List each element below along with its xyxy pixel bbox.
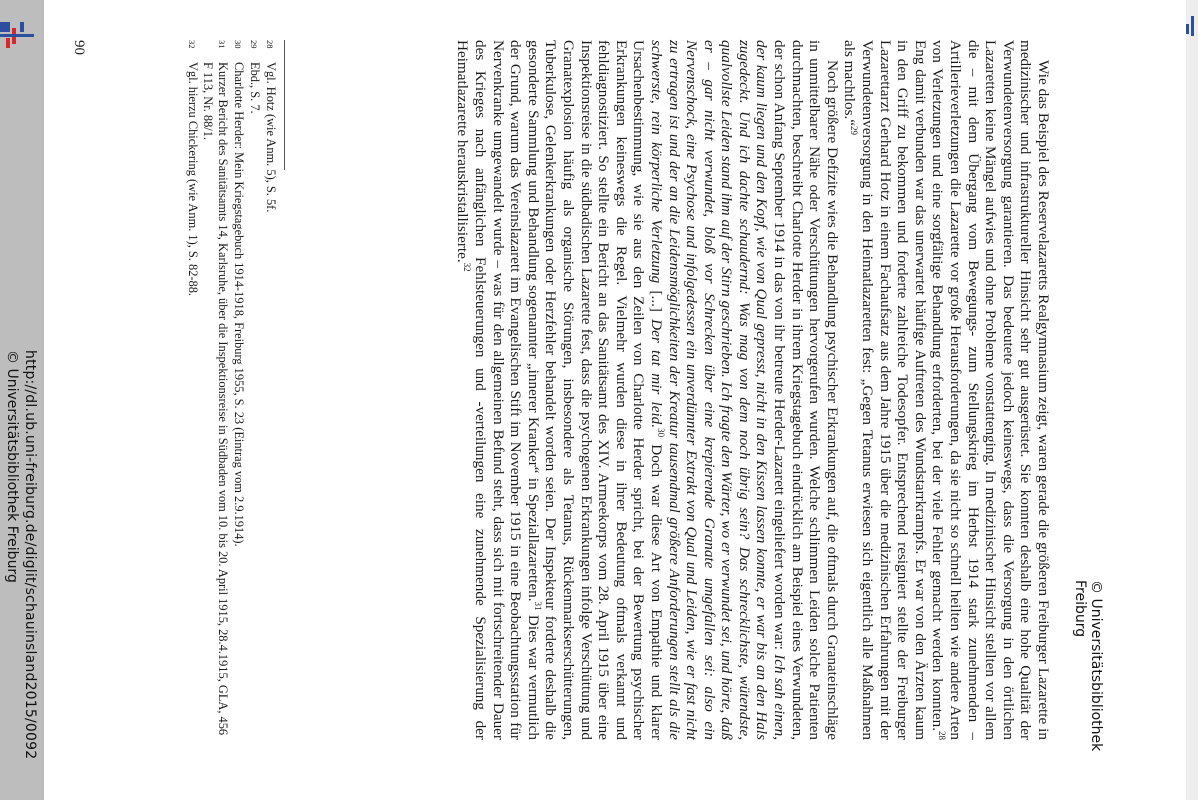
source-url[interactable]: http://dl.ub.uni-freiburg.de/diglit/schauinsland2015/0092 bbox=[22, 350, 38, 760]
paragraph-text: [...] bbox=[647, 283, 665, 320]
copyright-top: © Universitätsbibliothek Freiburg bbox=[1072, 580, 1104, 752]
quote-text: Ich sah einen, der kaum liegen und den Kopf, wie von Qual gepresst, nicht in den Kissen lassen konnte, er war bis an den Hals zugedeckt. Und ich dachte schaudernd: Was mag von dem noch übrig sein? Das schrecklichste, wütendste, qualvollste Leiden stand ihm auf der Stirn geschrieben. Ich fragte den Wärter, wo er verwundet sei, und hörte, daß er – gar nicht verwundet, bloß vor Schrecken über eine krepierende Granate umgefallen sei: also ein Nervenschock, eine Psychose und infolgedessen ein unverdünnter Extrakt von Qual und Leiden, wie er fast nicht zu ertragen ist und der an die Leidensmöglichkeiten der Kreatur tausendmal größere Anforderungen stellt als die schwerste, rein körperliche Verletzung bbox=[647, 40, 789, 740]
scanned-page bbox=[4, 0, 1104, 760]
footnote-ref: 29 bbox=[849, 126, 860, 136]
footnote-text: Vgl. Hotz (wie Anm. 5), S. 5f. bbox=[264, 62, 278, 213]
footnote-number: 29 bbox=[249, 40, 259, 49]
footnote bbox=[262, 40, 278, 740]
paragraph-text: Dies war vermutlich der Grund, warum das Vereinslazarett im Evangelischen Stift im November 1915 in eine Beobachtungsstation für Nervenkranke umgewandelt wurde – was für den allgemeinen Befund steht, dass sich mit fortschreitender Dauer des Krieges nach anfänglichen Fehlsteuerungen und -verteilungen eine zunehmende Spezialisierung der Heimatlazarette herauskristallisierte. bbox=[454, 40, 542, 740]
footnote-ref: 28 bbox=[937, 731, 948, 740]
footnote-ref: 31 bbox=[532, 601, 543, 611]
copyright-bottom: © Universitätsbibliothek Freiburg bbox=[4, 350, 20, 583]
footnote-ref: 32 bbox=[462, 262, 473, 272]
footnote-ref: 30 bbox=[655, 428, 666, 438]
footnote bbox=[200, 40, 230, 740]
footnote bbox=[246, 40, 262, 740]
paragraph-text: Wie das Beispiel des Reservelazaretts Realgymnasium zeigt, waren gerade die größeren Freiburger Lazarette in medizinischer und infrastruktureller Hinsicht sehr gut ausgerüstet. Sie konnten deshalb eine hohe Qualität der Verwundetenversorgung garantieren. Das bedeutete jedoch keineswegs, dass die Versorgung in den örtlichen Lazaretten keine Mängel aufwies und ohne Probleme vonstattenging. In medizinischer Hinsicht stellten vor allem die – mit dem Übergang vom Bewegungs- zum Stellungskrieg im Herbst 1914 stark zunehmenden – Artillerieverletzungen die Lazarette vor große Herausforderungen, da sie nicht so schnell heilten wie andere Arten von Verletzungen und eine sorgfältige Behandlung erforderten, bei der viele Fehler gemacht werden konnten. bbox=[929, 40, 1052, 740]
paragraph bbox=[841, 40, 1052, 740]
library-mark-icon bbox=[1186, 16, 1194, 36]
quote-text: Der tat mir leid. bbox=[647, 319, 665, 429]
footnote-number: 32 bbox=[187, 40, 197, 49]
paragraph-text: Eng damit verbunden war das unerwartet häufige Auftreten des Wundstarrkrampfs. Er war von den Ärzten kaum in den Griff zu bekommen und forderte zahlreiche Todesopfer. Entsprechend resigniert stellte der Freiburger Lazarettarzt Gerhard Hotz in einem Fachaufsatz aus dem Jahre 1915 über die medizinischen Erfahrungen mit der Verwundetenversorgung in den Heimatlazaretten fest: „Gegen Tetanus erwiesen sich eigentlich alle Maßnahmen als machtlos.“ bbox=[841, 40, 929, 740]
footnote-number: 31 bbox=[217, 40, 227, 49]
body-text bbox=[454, 40, 1052, 740]
footnote-number: 28 bbox=[265, 40, 275, 49]
footnote bbox=[184, 40, 200, 740]
footnote-number: 30 bbox=[233, 40, 243, 49]
page-number: 90 bbox=[71, 40, 87, 55]
footnote-text: Kurzer Bericht des Sanitätsamts 14, Karlsruhe, über die Inspektionsreise in Südbaden vom 10. bis 20. April 1915, 28.4.1915, GLA, 456 F 113, Nr. 88/1. bbox=[201, 62, 230, 736]
footnote bbox=[230, 40, 246, 740]
footnote-text: Vgl. hierzu Chickering (wie Anm. 1), S. 82-88. bbox=[186, 62, 200, 297]
footnotes bbox=[184, 40, 278, 740]
paragraph-text: Noch größere Defizite wies die Behandlung psychischer Erkrankungen auf, die oftmals durch Granateinschläge in unmittelbarer Nähe oder Verschüttungen hervorgerufen wurden. Welche schlimmen Leiden solche Patienten durchmachten, beschreibt Charlotte Herder in ihrem Kriegstagebuch eindrücklich am Beispiel eines Verwundeten, der schon Anfang September 1914 in das von ihr betreute Herder-Lazarett eingeliefert worden war: bbox=[771, 40, 841, 740]
paragraph bbox=[454, 40, 841, 740]
paragraph-text: Doch war diese Art von Empathie und klarer Ursachenbestimmung, wie sie aus den Zeilen von Charlotte Herder spricht, bei der Bewertung psychischer Erkrankungen keineswegs die Regel. Vielmehr wurden diese in ihrer Bedeutung oftmals verkannt und fehldiagnostiziert. So stellte ein Bericht an das Sanitätsamt des XIV. Armeekorps vom 28. April 1915 über eine Inspektionsreise in die südbadischen Lazarette fest, dass die psychogenen Erkrankungen infolge Verschüttung und Granatexplosion häufig als organische Störungen, insbesondere als Tetanus, Rückenmarkserschütterungen, Tuberkulose, Gelenkerkrankungen oder Herzfehler behandelt worden seien. Der Inspekteur forderte deshalb die gesonderte Sammlung und Behandlung sogenannter „innerer Kranker“ in Speziallazaretten. bbox=[524, 40, 665, 741]
viewer-right-edge bbox=[1186, 0, 1198, 800]
footnote-rule bbox=[284, 40, 285, 170]
footnote-text: Ebd., S. 7. bbox=[248, 62, 262, 114]
footnote-text: Charlotte Herder: Mein Kriegstagebuch 1914-1918, Freiburg 1955, S. 23 (Eintrag vom 2.9.1914). bbox=[232, 62, 246, 547]
